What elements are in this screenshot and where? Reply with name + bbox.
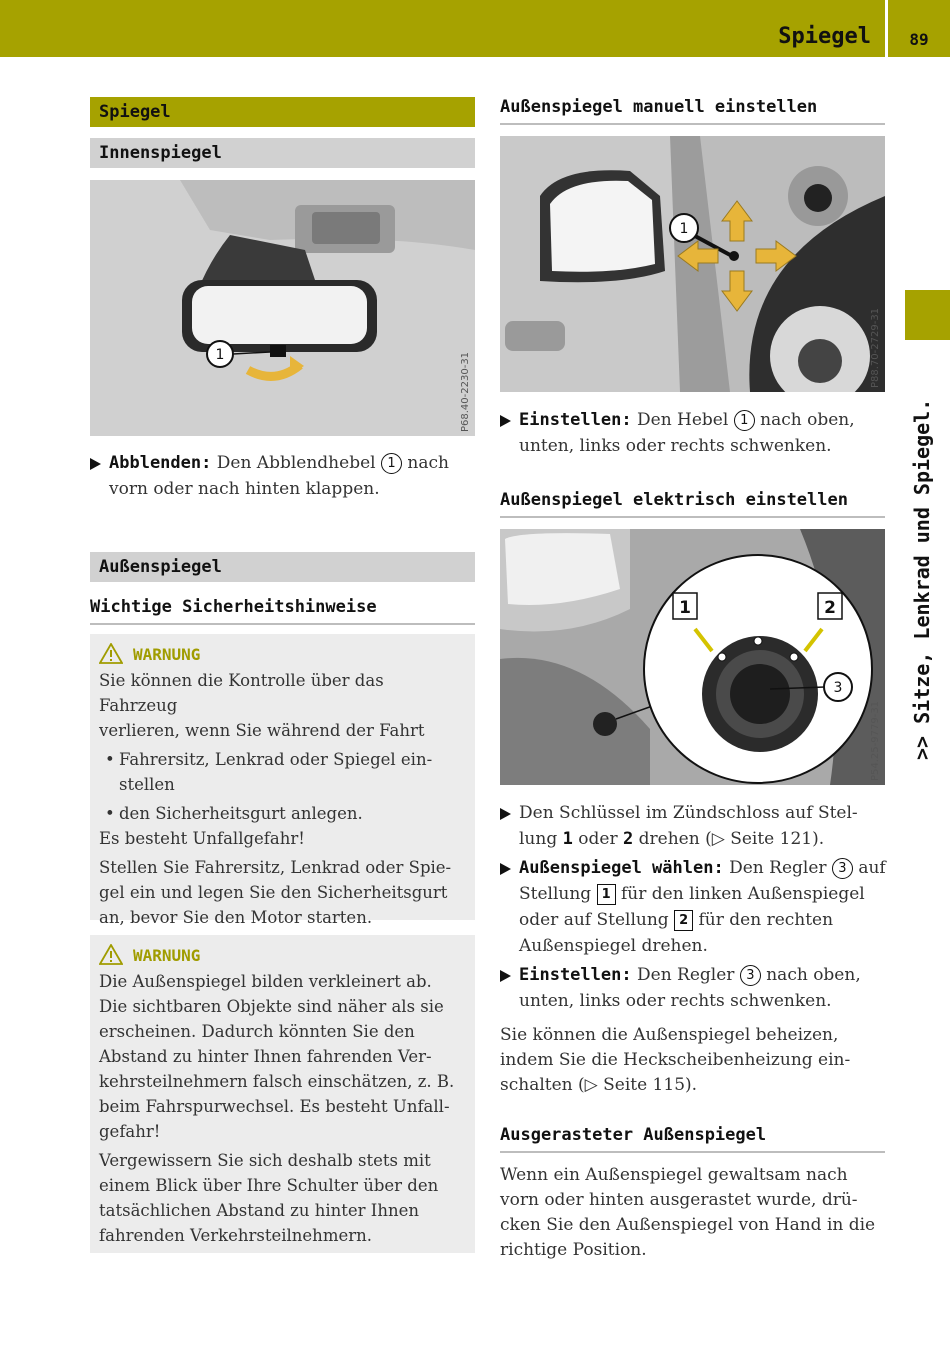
instruction-einstellen-elektrisch: Einstellen: Den Regler 3 nach oben, unten, links oder rechts schwenken. [500,962,885,1014]
warning2-para-1: Die Außenspiegel bilden verkleinert ab. Die sichtbaren Objekte sind näher als sie erscheinen. Dadurch könnten Sie den Abstand zu hinter Ihnen fahrenden Ver- kehrsteilnehmern falsch einschätzen, z. B. beim Fahrspurwechsel. Es besteht Unfall- gefahr! [99,972,455,1141]
paragraph-beheizen: Sie können die Außenspiegel beheizen, indem Sie die Heckscheibenheizung ein- schalten (▷ Seite 115). [500,1025,851,1095]
fig1-code: P68.40-2230-31 [460,351,471,432]
heading-sicherheitshinweise: Wichtige Sicherheitshinweise [90,597,475,625]
paragraph-ausgerastet: Wenn ein Außenspiegel gewaltsam nach vorn oder hinten ausgerastet wurde, drü- cken Sie den Außenspiegel von Hand in die richtige Position. [500,1165,876,1260]
heading-ausgerastet: Ausgerasteter Außenspiegel [500,1125,885,1153]
callout-1-icon: 1 [381,453,402,474]
instruction-einstellen-manuell: Einstellen: Den Hebel 1 nach oben, unten, links oder rechts schwenken. [500,407,885,459]
position-1-icon: 1 [597,884,616,905]
fig3-label-2: 2 [824,598,836,618]
warning-triangle-icon [99,944,123,965]
warning-box-2 [90,935,475,1253]
triangle-bullet-icon [500,863,511,875]
heading-aussenspiegel: Außenspiegel [90,552,475,582]
fig3-label-1: 1 [679,598,691,618]
instruction-schluessel: Den Schlüssel im Zündschloss auf Stel- lung 1 oder 2 drehen (▷ Seite 121). [500,800,885,852]
heading-manuell: Außenspiegel manuell einstellen [500,97,885,125]
heading-elektrisch: Außenspiegel elektrisch einstellen [500,490,885,518]
warning2-para-2: Vergewissern Sie sich deshalb stets mit einem Blick über Ihre Schulter über den tatsächlichen Abstand zu hinter Ihnen fahrenden Verkehrsteilnehmern. [99,1151,439,1245]
callout-3-icon: 3 [832,858,853,879]
header-bar [0,0,885,57]
heading-innenspiegel: Innenspiegel [90,138,475,168]
fig1-callout: 1 [215,347,225,363]
chapter-title: >> Sitze, Lenkrad und Spiegel. [910,398,934,760]
fig2-callout: 1 [679,221,689,237]
triangle-bullet-icon [500,808,511,820]
fig2-code: P88.70-2729-31 [870,307,881,388]
warning1-item-2: • den Sicherheitsgurt anlegen. [99,801,466,826]
warning-triangle-icon [99,643,123,664]
page-number: 89 [909,30,929,49]
section-title: Spiegel [778,24,871,49]
triangle-bullet-icon [90,458,101,470]
figure-innenspiegel [90,180,475,436]
figure-elektrisch [500,529,885,785]
warning-heading-1: WARNUNG [99,642,466,668]
warning1-advice: Stellen Sie Fahrersitz, Lenkrad oder Spie- gel ein und legen Sie den Sicherheitsgurt an, bevor Sie den Motor starten. [99,858,452,927]
fig3-callout-3: 3 [833,680,843,696]
triangle-bullet-icon [500,415,511,427]
warning1-item-1: • Fahrersitz, Lenkrad oder Spiegel ein- stellen [99,747,466,797]
warning-box-1 [90,634,475,927]
figure-manuell [500,136,885,392]
page-number-box [888,0,950,57]
callout-3-icon: 3 [740,965,761,986]
heading-spiegel: Spiegel [90,97,475,127]
instruction-aussenspiegel-waehlen: Außenspiegel wählen: Den Regler 3 auf Stellung 1 für den linken Außenspiegel oder auf Stellung 2 für den rechten Außenspiegel drehen. [500,855,890,959]
fig3-code: P54.25-9779-31 [870,700,881,781]
instruction-abblenden: Abblenden: Den Abblendhebel 1 nach vorn oder nach hinten klappen. [90,450,475,502]
triangle-bullet-icon [500,970,511,982]
callout-1-icon: 1 [734,410,755,431]
warning-heading-2: WARNUNG [99,943,466,969]
position-2-icon: 2 [674,910,693,931]
warning1-danger: Es besteht Unfallgefahr! [99,829,305,848]
warning1-intro: Sie können die Kontrolle über das Fahrzeug verlieren, wenn Sie während der Fahrt [99,671,425,740]
